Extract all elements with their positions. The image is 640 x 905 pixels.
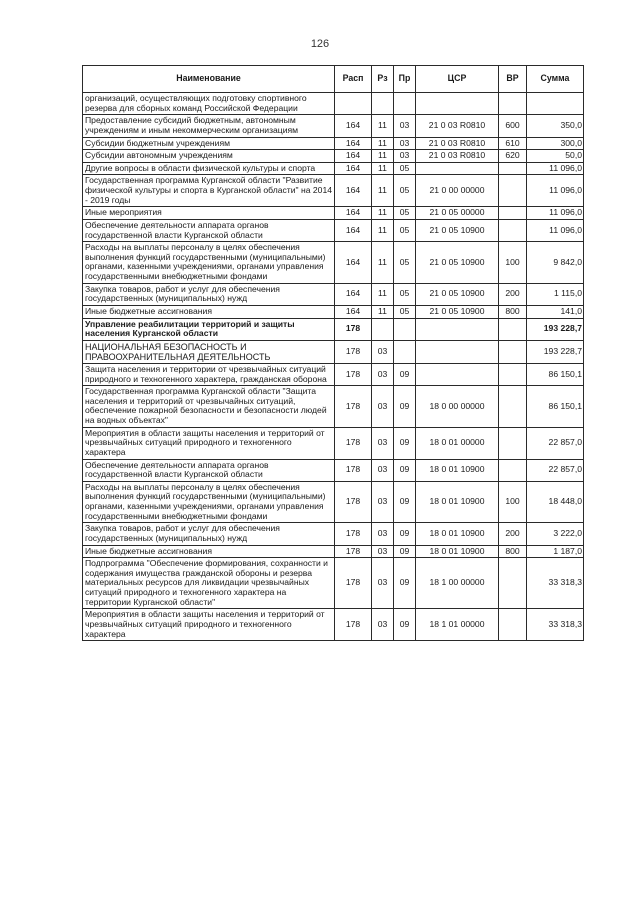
cell-csr: 21 0 05 00000: [416, 207, 499, 220]
cell-rz: 03: [372, 481, 394, 523]
table-row: [83, 93, 584, 115]
cell-pr: 09: [394, 363, 416, 385]
cell-rz: 03: [372, 386, 394, 428]
cell-csr: [416, 93, 499, 115]
table-row: [83, 162, 584, 175]
cell-name: Расходы на выплаты персоналу в целях обеспечения выполнения функций государственными (муниципальными) органами, казенными учреждениями, органами управления государственными внебюджетными фондами: [83, 481, 335, 523]
table-row: [83, 318, 584, 340]
cell-csr: [416, 162, 499, 175]
cell-rasp: 164: [335, 242, 372, 284]
cell-csr: 18 1 01 00000: [416, 609, 499, 641]
cell-pr: 05: [394, 175, 416, 207]
table-row: [83, 609, 584, 641]
cell-sum: 86 150,1: [527, 386, 584, 428]
cell-name: Субсидии автономным учреждениям: [83, 150, 335, 163]
cell-pr: 05: [394, 242, 416, 284]
cell-csr: [416, 318, 499, 340]
cell-name: Управление реабилитации территорий и защиты населения Курганской области: [83, 318, 335, 340]
cell-csr: 21 0 03 R0810: [416, 137, 499, 150]
cell-sum: 33 318,3: [527, 609, 584, 641]
cell-pr: 09: [394, 386, 416, 428]
cell-name: Субсидии бюджетным учреждениям: [83, 137, 335, 150]
cell-sum: 1 187,0: [527, 545, 584, 558]
cell-csr: 21 0 03 R0810: [416, 150, 499, 163]
cell-csr: [416, 363, 499, 385]
cell-vr: [499, 175, 527, 207]
cell-rz: 03: [372, 609, 394, 641]
cell-vr: 100: [499, 242, 527, 284]
cell-rz: 11: [372, 305, 394, 318]
cell-rasp: 164: [335, 219, 372, 241]
cell-rz: 11: [372, 175, 394, 207]
page-number: 126: [310, 38, 330, 50]
table-row: [83, 137, 584, 150]
cell-vr: [499, 609, 527, 641]
cell-name: Иные бюджетные ассигнования: [83, 305, 335, 318]
cell-vr: 200: [499, 523, 527, 545]
cell-pr: 03: [394, 115, 416, 137]
cell-rz: 03: [372, 459, 394, 481]
cell-vr: [499, 219, 527, 241]
table-row: [83, 115, 584, 137]
cell-csr: 21 0 05 10900: [416, 242, 499, 284]
cell-csr: 18 0 01 10900: [416, 481, 499, 523]
cell-name: Защита населения и территории от чрезвычайных ситуаций природного и техногенного характера, гражданская оборона: [83, 363, 335, 385]
cell-sum: 11 096,0: [527, 162, 584, 175]
cell-rasp: 164: [335, 207, 372, 220]
cell-pr: 09: [394, 609, 416, 641]
cell-csr: 18 0 01 10900: [416, 459, 499, 481]
cell-rasp: 164: [335, 150, 372, 163]
cell-rasp: 178: [335, 363, 372, 385]
table-body: [83, 93, 584, 641]
cell-sum: 22 857,0: [527, 427, 584, 459]
cell-vr: [499, 93, 527, 115]
cell-name: Иные мероприятия: [83, 207, 335, 220]
cell-sum: 11 096,0: [527, 175, 584, 207]
cell-rz: [372, 93, 394, 115]
cell-rasp: 178: [335, 427, 372, 459]
cell-sum: 300,0: [527, 137, 584, 150]
cell-vr: 800: [499, 545, 527, 558]
cell-name: Расходы на выплаты персоналу в целях обеспечения выполнения функций государственными (муниципальными) органами, казенными учреждениями, органами управления государственными внебюджетными фондами: [83, 242, 335, 284]
table-row: [83, 207, 584, 220]
cell-sum: 11 096,0: [527, 219, 584, 241]
cell-vr: 610: [499, 137, 527, 150]
cell-pr: 09: [394, 481, 416, 523]
table-row: [83, 242, 584, 284]
cell-pr: 09: [394, 558, 416, 609]
cell-vr: 800: [499, 305, 527, 318]
cell-name: Закупка товаров, работ и услуг для обеспечения государственных (муниципальных) нужд: [83, 283, 335, 305]
cell-pr: [394, 318, 416, 340]
cell-name: НАЦИОНАЛЬНАЯ БЕЗОПАСНОСТЬ И ПРАВООХРАНИТЕЛЬНАЯ ДЕЯТЕЛЬНОСТЬ: [83, 340, 335, 363]
cell-pr: 03: [394, 137, 416, 150]
cell-rasp: 178: [335, 523, 372, 545]
cell-rasp: 178: [335, 459, 372, 481]
table-row: [83, 150, 584, 163]
cell-csr: 18 0 01 10900: [416, 523, 499, 545]
table-row: [83, 340, 584, 363]
cell-sum: 9 842,0: [527, 242, 584, 284]
budget-table: [82, 65, 584, 641]
table-row: [83, 427, 584, 459]
cell-pr: 05: [394, 305, 416, 318]
cell-vr: [499, 318, 527, 340]
cell-name: Государственная программа Курганской области "Защита населения и территорий от чрезвычайных ситуаций, обеспечение пожарной безопасности и безопасности людей на водных объектах": [83, 386, 335, 428]
table-row: [83, 545, 584, 558]
cell-pr: 05: [394, 283, 416, 305]
cell-csr: 18 0 01 00000: [416, 427, 499, 459]
cell-pr: 05: [394, 219, 416, 241]
table-row: [83, 363, 584, 385]
cell-csr: [416, 340, 499, 363]
cell-vr: 600: [499, 115, 527, 137]
cell-rasp: 164: [335, 175, 372, 207]
header-csr: ЦСР: [416, 66, 499, 93]
cell-rasp: 178: [335, 558, 372, 609]
cell-vr: [499, 162, 527, 175]
table-row: [83, 283, 584, 305]
cell-sum: 193 228,7: [527, 318, 584, 340]
table-row: [83, 558, 584, 609]
table-row: [83, 481, 584, 523]
cell-csr: 18 0 00 00000: [416, 386, 499, 428]
cell-csr: 21 0 05 10900: [416, 219, 499, 241]
table-row: [83, 386, 584, 428]
cell-rz: [372, 318, 394, 340]
table-row: [83, 523, 584, 545]
cell-sum: 18 448,0: [527, 481, 584, 523]
cell-sum: 3 222,0: [527, 523, 584, 545]
cell-name: Мероприятия в области защиты населения и территорий от чрезвычайных ситуаций природного и техногенного характера: [83, 427, 335, 459]
cell-name: Обеспечение деятельности аппарата органов государственной власти Курганской области: [83, 459, 335, 481]
cell-name: Мероприятия в области защиты населения и территорий от чрезвычайных ситуаций природного и техногенного характера: [83, 609, 335, 641]
cell-sum: 141,0: [527, 305, 584, 318]
cell-rz: 11: [372, 283, 394, 305]
cell-rasp: 164: [335, 283, 372, 305]
cell-rz: 11: [372, 207, 394, 220]
cell-rasp: 178: [335, 386, 372, 428]
cell-pr: 05: [394, 162, 416, 175]
cell-rz: 11: [372, 115, 394, 137]
cell-vr: 200: [499, 283, 527, 305]
cell-csr: 21 0 00 00000: [416, 175, 499, 207]
cell-sum: 86 150,1: [527, 363, 584, 385]
cell-rz: 03: [372, 523, 394, 545]
table-row: [83, 305, 584, 318]
cell-name: организаций, осуществляющих подготовку спортивного резерва для сборных команд Российской Федерации: [83, 93, 335, 115]
cell-vr: [499, 427, 527, 459]
cell-rasp: 178: [335, 340, 372, 363]
cell-rz: 03: [372, 427, 394, 459]
cell-rz: 03: [372, 363, 394, 385]
cell-rz: 11: [372, 162, 394, 175]
table-header-row: [83, 66, 584, 93]
cell-name: Подпрограмма "Обеспечение формирования, сохранности и содержания имущества гражданской обороны и резерва материальных ресурсов для ликвидации чрезвычайных ситуаций природного и техногенного характера на территории Курганской области": [83, 558, 335, 609]
cell-rz: 11: [372, 219, 394, 241]
cell-pr: 05: [394, 207, 416, 220]
cell-csr: 21 0 05 10900: [416, 305, 499, 318]
cell-rasp: 164: [335, 162, 372, 175]
cell-rasp: 164: [335, 115, 372, 137]
cell-pr: 09: [394, 523, 416, 545]
cell-rz: 03: [372, 558, 394, 609]
cell-vr: [499, 558, 527, 609]
cell-vr: 620: [499, 150, 527, 163]
header-vr: ВР: [499, 66, 527, 93]
cell-vr: [499, 207, 527, 220]
cell-vr: [499, 386, 527, 428]
header-pr: Пр: [394, 66, 416, 93]
cell-rz: 11: [372, 137, 394, 150]
cell-rasp: 178: [335, 545, 372, 558]
table-row: [83, 459, 584, 481]
cell-csr: 21 0 03 R0810: [416, 115, 499, 137]
cell-rz: 03: [372, 545, 394, 558]
table-row: [83, 175, 584, 207]
cell-vr: 100: [499, 481, 527, 523]
cell-rz: 03: [372, 340, 394, 363]
cell-rasp: 164: [335, 305, 372, 318]
cell-pr: [394, 93, 416, 115]
cell-name: Государственная программа Курганской области "Развитие физической культуры и спорта в Курганской области" на 2014 - 2019 годы: [83, 175, 335, 207]
cell-csr: 18 1 00 00000: [416, 558, 499, 609]
header-name: Наименование: [83, 66, 335, 93]
cell-rz: 11: [372, 150, 394, 163]
cell-name: Предоставление субсидий бюджетным, автономным учреждениям и иным некоммерческим организациям: [83, 115, 335, 137]
cell-rasp: 164: [335, 137, 372, 150]
cell-rasp: 178: [335, 481, 372, 523]
cell-pr: 03: [394, 150, 416, 163]
header-rz: Рз: [372, 66, 394, 93]
header-rasp: Расп: [335, 66, 372, 93]
cell-sum: 1 115,0: [527, 283, 584, 305]
cell-vr: [499, 459, 527, 481]
cell-sum: 22 857,0: [527, 459, 584, 481]
header-sum: Сумма: [527, 66, 584, 93]
cell-sum: 350,0: [527, 115, 584, 137]
cell-sum: 11 096,0: [527, 207, 584, 220]
cell-csr: 18 0 01 10900: [416, 545, 499, 558]
cell-rasp: 178: [335, 609, 372, 641]
cell-pr: 09: [394, 459, 416, 481]
cell-rz: 11: [372, 242, 394, 284]
cell-rasp: 178: [335, 318, 372, 340]
cell-sum: 50,0: [527, 150, 584, 163]
cell-rasp: [335, 93, 372, 115]
cell-name: Обеспечение деятельности аппарата органов государственной власти Курганской области: [83, 219, 335, 241]
cell-name: Другие вопросы в области физической культуры и спорта: [83, 162, 335, 175]
cell-sum: 193 228,7: [527, 340, 584, 363]
cell-name: Иные бюджетные ассигнования: [83, 545, 335, 558]
cell-sum: [527, 93, 584, 115]
cell-pr: 09: [394, 545, 416, 558]
cell-csr: 21 0 05 10900: [416, 283, 499, 305]
cell-vr: [499, 340, 527, 363]
cell-sum: 33 318,3: [527, 558, 584, 609]
cell-pr: 09: [394, 427, 416, 459]
cell-vr: [499, 363, 527, 385]
table-row: [83, 219, 584, 241]
cell-name: Закупка товаров, работ и услуг для обеспечения государственных (муниципальных) нужд: [83, 523, 335, 545]
cell-pr: [394, 340, 416, 363]
